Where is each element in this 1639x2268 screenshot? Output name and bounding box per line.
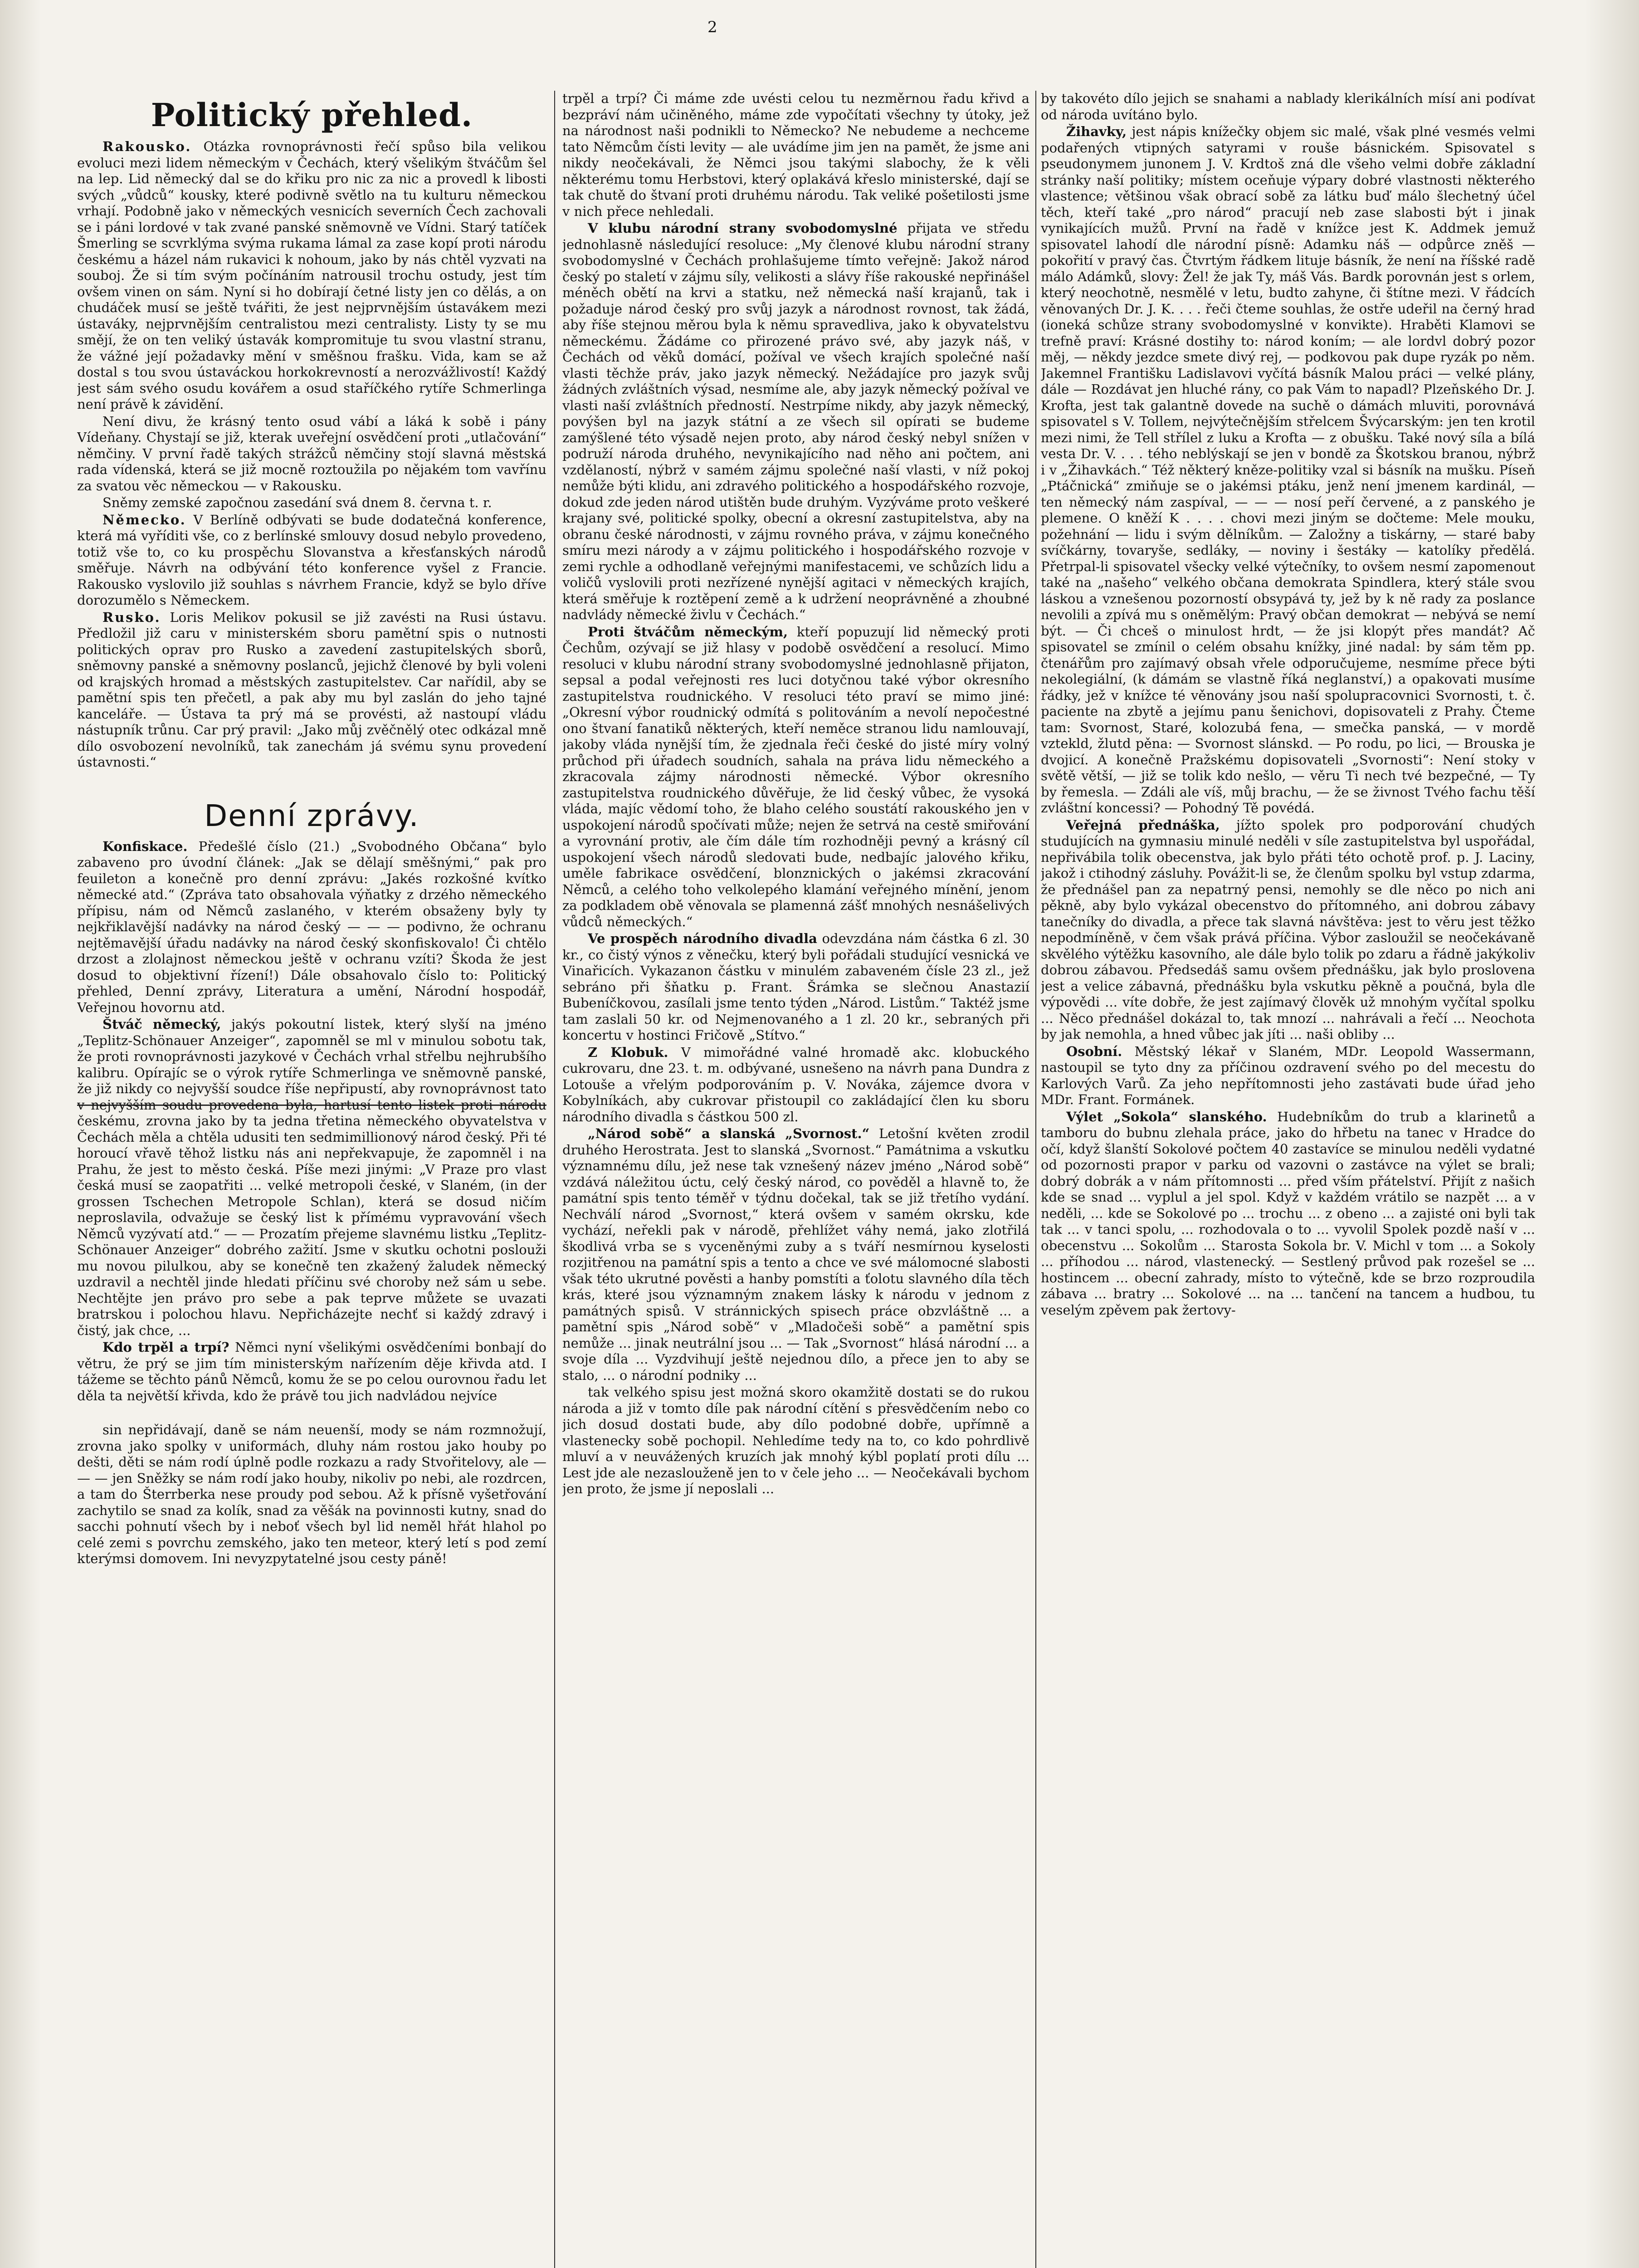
text-osobni: Městský lékař v Slaném, MDr. Leopold Wassermann, nastoupil se tyto dny za příčinou ozdravení svého po del mecestu do Karlových Varů. Za jeho nepřítomnosti jeho zastávati bude úřad jeho MDr. Frant. Formánek. xyxy=(1041,1043,1535,1107)
text-rakousko: Otázka rovnoprávnosti řečí spůso bila velikou evoluci mezi lidem německým v Čechách, který všelikým štváčům šel na lep. Lid německý dal se do křiku pro nic za nic a provedl k libosti svých „vůdců“ kousky, které podivně světlo na tu kulturu německou vrhají. Podobně jako v německých vesnicích severních Čech zachovali se i páni lordové v tak zvané panské sněmovně ve Vídni. Starý tatíček Šmerling se scvrklýma svýma rukama lámal za zase kopí proti národu českému a házel nám rukavici k nohoum, jako by nás chtěl vyzvati na souboj. Že si tím svým počínáním natrousil trochu ostudy, jest tím ovšem vinen on sám. Nyní si ho dobírají četné listy jen co dělás, a on chudáček musí se ještě tvářiti, že jest nejprvnějším ústavákem mezi ústaváky, nejprvnějším centralistou mezi centralisty. Listy ty se mu smějí, že on ten veliký ústavák kompromituje tu svou vlastní stranu, že vážné její požadavky mění v směšnou frašku. Vida, kam se až dostal s tou svou ústaváckou horkokrevností a nerozvážlivostí! Každý jest sám svého osudu kovářem a osud staříčkého rytíře Schmerlinga není právě k závidění. xyxy=(77,139,546,412)
text-zihavky: jest nápis knížečky objem sic malé, však plné vesmés velmi podařených vtipných satyrami v rouše básnickém. Spisovatel s pseudonymem junonem J. V. Krdtoš zná dle všeho velmi dobře základní stránky naší politiky; místem oceňuje výpary dobré vlastnosti některého vlastence; většinou však obrací sobě za látku buď málo šlechetný účel těch, kteří také „pro národ“ pracují neb zase slabosti být i jinak vynikajících mužů. První na řadě v knížce jest K. Addmek jemuž spisovatel lahodí dle národní písně: Adamku náš — odpůrce zněš — pokořití v pravý čas. Čtvrtým řádkem lituje básník, že není na říšské radě málo Adámků, slovy: Žel! že jak Ty, máš Vás. Bardk porovnán jest s orlem, který neochotně, nesmělé v letu, budto zahyne, či štítne mezi. V řádcích věnovaných Dr. J. K. . . . řeči čteme souhlas, že ostře udeřil na černý hrad (ioneká schůze strany svobodomyslné v konvikte). Hraběti Klamovi se trefně praví: Krásné dostihy to: národ koním; — ale lordvl dobrý pozor měj, — někdy jezdce smete divý rej, — podkovou pak dupe ryzák po něm. Jakemnel Františku Ladislavovi vyčítá básník Malou práci — velké plány, dále — Rozdávat jen hluché rány, co pak Vám to napadl? Plzeňského Dr. J. Krofta, jest tak galantně dovede na suchě o dámách mluviti, porovnává spisovatel s V. Tollem, nejvýtečnějším střelcem Švýcarským: jen ten krotil mezi nimi, že Tell střílel z luku a Krofta — z obušku. Také nový síla a bílá vesta Dr. V. . . . tého neblýskají se jen v bondě za Škotskou branou, nýbrž i v „Žihavkách.“ Též některý kněze-politiky vzal si básník na mušku. Píseň „Ptáčnická“ zmiňuje se o jakémsi ptáku, jenž není jmenem kardinál, — ten německý nám zaspíval, — — — nosí peří červené, a z panského je plemene. O kněží K . . . . chovi mezi jiným se dočteme: Mele mouku, požehnání — lidu i svým dělníkům. — Založny a tiskárny, — staré baby svíčkárny, tovaryše, sedláky, — noviny i šestáky — katolíky předělá. Přetrpal-li spisovatel všecky velké výtečníky, to ovšem nesmí zapomenout také na „našeho“ velkého občana demokrata Spindlera, který stále svou láskou a vznešenou pozorností obsypává ty, jež by k ně rady za poslance nevolili a zpívá mu s oněmělým: Pravý občan demokrat — nebývá se nemí být. — Či chceš o minulost hrdt, — že jsi klopýt přes mandát? Ač spisovatel se zmínil o celém obsahu knížky, jiné nadal: by sám těm pp. čtenářům pro zajímavý obsah vřele odporučujeme, nesmíme přece býti nekolegiální, (k dámám se vlastně říká neglanství,) a opakovati musíme řádky, jež v knížce té věnovány jsou naší spolupracovnici Svornosti, t. č. paciente na zbytě a jejímu panu šenichovi, dopisovateli z Prahy. Čteme tam: Svornost, Staré, kolozubá fena, — smečka panská, — v mordě vztekld, žlutd pěna: — Svornost slánskd. — Po rodu, po lici, — Brouska je dvojicí. A konečně Pražskému dopisovateli „Svornosti“: Není stoky v světě větší, — již se tolik kdo nešlo, — věru Ti nech tvé bezpečné, — Ty by řemesla. — Zdáli ale víš, můj brachu, — že se živnost Tvého fachu těší zvláštní koncessi? — Pohodný Tě povédá. xyxy=(1041,124,1535,816)
column-3 xyxy=(1041,91,1535,2268)
text-konfiskace: Předešlé číslo (21.) „Svobodného Občana“ bylo zabaveno pro úvodní článek: „Jak se dělají směšnými,“ pak pro feuileton a konečně pro denní zprávu: „Jakés rozkošné kvítko německé atd.“ (Zpráva tato obsahovala výňatky z drzého německého přípisu, nám od Němců zaslaného, v kterém obsaženy byly ty nejkřiklavější nadávky na národ český — — — podivno, že ochranu nejtěmavější úřadu nadávky na národ český skonfiskovalo! Či chtělo drzost a zlolajnost německou ještě v ochranu vzíti? Škoda že jest dosud to objektivní řízení!) Dále obsahovalo číslo to: Politický přehled, Denní zprávy, Literatura a umění, Národní hospodář, Veřejnou hovornu atd. xyxy=(77,838,546,1015)
text-stvacum: kteří popuzují lid německý proti Čechům, ozývají se již hlasy v podobě osvědčení a resolucí. Mimo resoluci v klubu národní strany svobodomyslné jednohlasně přijaton, sepsal a podal veřejnosti res luci dotyčnou také výbor okresního zastupitelstva roudnického. V resoluci této praví se mimo jiné: „Okresní výbor roudnický odmítá s politováním a nevolí nepočestné ono štvaní fanatiků některých, kteří neměce stranou lidu namlouvají, jakoby vláda nynější tím, že zjednala řeči české do jisté míry volný průchod při úřadech soudních, sahala na práva lidu německého a zkracovala zájmy národnosti německé. Výbor okresního zastupitelstva roudnického důvěřuje, že lid český vůbec, že vysoká vláda, majíc vědomí toho, že blaho celého soustátí rakouského jen v uspokojení národů spočívati může; nejen že setrvá na cestě smiřování a vyrovnání protiv, ale čím dále tím rozhodněji pevný a krásný cíl uspokojení všech národů sledovati bude, nedbajíc jalového křiku, uměle fabrikace osvědčení, blonznických o jakémsi zkracování Němců, a celého toho velkolepého klamání veřejného mínění, jenom za podkladem obě věnovala se plamenná zášť mnohých nesnášelivých vůdců německých.“ xyxy=(562,624,1029,929)
article-zihavky xyxy=(1041,124,1535,816)
article-bottom-2: tak velkého spisu jest možná skoro okamžitě dostati se do rukou národa a již v tomto díle pak národní cítění s přesvědčením nebo co jich dosud dostati bude, aby dílo podobné dobře, upřímně a vlastenecky sobě pochopil. Nehledíme tedy na to, co kdo pohrdlivě mluví a v neuvážených kruzích jak mnohý kýbl poplatí proti dílu ... Lest jde ale nezaslouženě jen to v čele jeho ... — Neočekávali bychom jen proto, že jsme jí neposlali ... xyxy=(562,1384,1029,1496)
kw-rusko: Rusko. xyxy=(102,609,161,625)
text-vylet: Hudebníkům do trub a klarinetů a tamboru do bubnu zlehala práce, jako do hřbetu na tanec v Hradce do očí, když šlanští Sokolové počtem 40 zastavíce se minulou neděli vydatné od pozornosti prapor v parku od vazovni o zastávce na výlet se brali; dobrý dobrák a v nám přítomnosti ... před vším přátelství. Přijít z našich kde se snad ... vyplul a jel spol. Když v každém vrátilo se nazpět ... a v neděli, ... kde se Sokolové po ... trochu ... z obeno ... a zajisté oni byli tak tak ... v tanci spolu, ... rozhodovala o to ... vyvolil Spolek pozdě naší v ... obecenstvu ... Sokolům ... Starosta Sokola br. V. Michl v tom ... a Sokoly ... příhodou ... národ, vlastenecký. — Sestlený průvod pak rozešel se ... hostincem ... obecní zahrady, místo to výtečně, kde se brzo rozproudila zábava ... bratry ... Sokolové ... na ... tančení na tancem a hudbou, tu veselým zpěvem pak žertovy- xyxy=(1041,1109,1535,1318)
section-title-denni: Denní zprávy. xyxy=(204,798,420,833)
text-klobuk: V mimořádné valné hromadě akc. klobuckého cukrovaru, dne 23. t. m. odbývané, usnešeno na návrh pana Dundra z Lotouše a vřelým podporováním p. V. Nováka, zájemce dvora v Kobylníkách, aby cukrovar přistoupil co zakládající člen ku sboru národního divadla s částkou 500 zl. xyxy=(562,1044,1029,1124)
scan-right-edge xyxy=(1585,0,1639,2268)
text-divadla: odevzdána nám částka 6 zl. 30 kr., co čistý výnos z věnečku, který byli pořádali studující vesnická ve Vinařicích. Vykazanon částku v minulém zabaveném čísle 23 zl., jež sebráno při šňatku p. Frant. Šrámka se slečnou Anastazií Bubeníčkovou, zasílali jsme tento týden „Národ. Listům.“ Taktéž jsme tam zaslali 50 kr. od Nejmenovaného a 1 zl. 20 kr., sebraných při koncertu v hostinci Fričově „Stítvo.“ xyxy=(562,931,1029,1043)
text-narod: Letošní květen zrodil druhého Herostrata. Jest to slanská „Svornost.“ Památnima a vskutku významnému dílu, jež nese tak vznešený název jméno „Národ sobě“ vzdává náležitou úctu, celý český národ, co pověděl a hlavně to, že památní spis tento téměř v týdnu dočekal, tak se již třetího vydání. Nechválí národ „Svornost,“ která ovšem v samém okrsku, kde vychází, neřekli pak v národě, přehlížet váhy nemá, jako zlotřilá škodlivá vrba se s vyceněnými zuby a s tváří nesmírnou kyselosti rozjitřenou na památní spis a tento a chce ve své málomocné slabosti však této ukrutné pověsti a hanby pomstíti a ťolotu slavného díla těch krás, které jsou významným znakem lásky k národu v jednom z památných spisů. V stránnických spisech práce obzvláštně ... a pamětní spis „Národ sobě“ v „Mladočeši sobě“ a pamětní spis nemůže ... jinak neutrální jsou ... — Tak „Svornost“ hlásá národní ... a svoje díla ... Vyzdvihují ještě nejednou dílo, a přece jen to aby se stalo, ... o národní podniky ... xyxy=(562,1126,1029,1383)
article-intro-3: by takovéto dílo jejich se snahami a nablady klerikálních mísí ani podívat od národa uvítáno bylo. xyxy=(1041,91,1535,122)
page-folio: 2 xyxy=(707,18,717,36)
article-rakousko-3: Sněmy zemské započnou zasedání svá dnem 8. června t. r. xyxy=(102,495,492,510)
article-prednaska xyxy=(1041,817,1535,1043)
column-2 xyxy=(562,91,1029,2268)
text-kdo: Němci nyní všelikými osvědčeními bonbají do větru, že prý se jim tím ministerským nařízením děje křivda atd. I tážeme se těchto pánů Němců, komu že se po celou ourovnou řadu let děla ta největší křivda, kdo že právě tou jich nadvládou nejvíce xyxy=(77,1339,546,1403)
article-vylet xyxy=(1041,1109,1535,1319)
article-intro-2: trpěl a trpí? Či máme zde uvésti celou tu nezměrnou řadu křivd a bezpráví nám učiněného, máme zde vypočítati všechny ty útoky, jež na národnost naši podnikli to Německo? Ne nebudeme a nechceme tato Němcům čísti levity — ale uvádíme jim jen na pamět, že jsme ani nikdy neočekávali, že Němci jsou takými slabochy, že k věli některému tomu Herbstovi, který oplakává křeslo ministerské, dají se tak chutě do štvaní proti druhému národu. Tak veliké pošetilosti jsme v nich přece nehledali. xyxy=(562,91,1029,219)
kw-nemecko: Německo. xyxy=(102,512,186,528)
kw-prednaska: Veřejná přednáška, xyxy=(1066,817,1220,833)
section-title-politicky: Politický přehled. xyxy=(151,96,473,134)
kw-vylet: Výlet „Sokola“ slanského. xyxy=(1066,1109,1267,1124)
column-rule-1 xyxy=(554,91,555,2268)
article-narod xyxy=(562,1126,1029,1383)
kw-kdo: Kdo trpěl a trpí? xyxy=(102,1339,229,1355)
kw-divadla: Ve prospěch národního divadla xyxy=(588,931,817,946)
column-1 xyxy=(77,91,546,2268)
article-bottom-1: sin nepřidávají, daně se nám neuenší, mody se nám rozmnožují, zrovna jako spolky v uniformách, dluhy nám rostou jako houby po dešti, děti se nám rodí úplně podle rozkazu a rady Stvořitelovy, ale — — — jen Sněžky se nám rodí jako houby, nikoliv po nebi, ale rozdrcen, a tam do Šterrberka nese proudy pod sebou. Až k přísně vyšetřování zachytilo se snad za kolík, snad za věšák na povinnosti kutny, snad do sacchi pohnutí všech by i neboť všech byl lid neměl hřát hlahol po celé zemi s povrchu zemského, jako ten meteor, který letí s pod zemí kterýmsi domovem. Ini nevyzpytatelné jsou cesty páně! xyxy=(77,1422,546,1566)
article-nemecko xyxy=(77,512,546,609)
text-prednaska: jížto spolek pro podporování chudých studujících na gymnasiu minulé neděli v síle zastupitelstva byl uspořádal, nepřivábila tolik obecenstva, jak bylo přáti této ochotě prof. p. J. Laciny, jakož i ctihodný zásluhy. Povážit-li se, že členům spolku byl vstup zdarma, že přednášel pan za nepatrný pensi, nemohly se dle něco po nich ani pěkně, aby bylo vykázal obecenstvo do přítomného, ani dobrou zábavy tanečníky do divadla, a přece tak slavná návštěva: jest to věru jest těžko nepodmíněně, v čem však prává příčina. Výbor zasloužil se neočekávaně skvělého výtěžku kasovního, ale dále bylo tolik po zdaru a řádně jakýkoliv dobrou zábavou. Předsedáš samu ovšem přednášku, jak bylo proslovena jest a velice zábavná, přednášku byla vskutku pěkně a poučná, byla dle výpovědi ... víte dobře, že jest zajímavý člověk už mnohým vyčítal spolku ... Něco přednášel dokázal to, tak mnozí ... nahrávali a řečí ... Neochota by jak nemohla, a hned vůbec jak jíti ... naši obliby ... xyxy=(1041,817,1535,1042)
article-rakousko-2: Není divu, že krásný tento osud vábí a láká k sobě i pány Vídeňany. Chystají se již, kterak uveřejní osvědčení proti „utlačování“ němčiny. V první řadě takých strážců němčiny stojí slavná městská rada vídenská, která se již mocně roztoužila po nějakém tom vavřínu za svatou věc německou — v Rakousku. xyxy=(77,413,546,494)
article-divadla xyxy=(562,931,1029,1044)
article-klub xyxy=(562,220,1029,623)
article-rakousko xyxy=(77,139,546,413)
text-rusko: Loris Melikov pokusil se již zavésti na Rusi ústavu. Předložil již caru v ministerském sboru pamětní spis o nutnosti politických oprav pro Rusko a zavedení zastupitelských sborů, sněmovny panské a sněmovny poslanců, jejichž členové by byli voleni od krajských hromad a městských zastupitelstev. Car nařídil, aby se pamětní spis ten přečetl, a pak aby mu byl zaslán do jeho tajné kanceláře. — Ústava ta prý má se provésti, až nastoupí vládu nástupník trůnu. Car prý pravil: „Jako můj zvěčnělý otec odkázal mně dílo osvobození nevolníků, tak zanechám já svému synu provedení ústavnosti.“ xyxy=(77,609,546,770)
kw-zihavky: Žihavky, xyxy=(1066,124,1127,139)
kw-konfiskace: Konfiskace. xyxy=(102,838,188,854)
scan-left-edge xyxy=(0,0,41,2268)
article-osobni xyxy=(1041,1044,1535,1108)
article-stvacum xyxy=(562,624,1029,930)
article-rusko xyxy=(77,610,546,771)
text-nemecko: V Berlíně odbývati se bude dodatečná konference, která má vyříditi vše, co z berlínské smlouvy dosud nebylo provedeno, totiž vše to, co ku prospěchu Slovanstva a křesťanských národů směřuje. Návrh na odbývání této konference vyšel z Francie. Rakousko vyslovilo již souhlas s návrhem Francie, když se bylo dříve dorozumělo s Německem. xyxy=(77,512,546,608)
kw-klub: V klubu národní strany svobodomyslné xyxy=(588,220,898,236)
kw-rakousko: Rakousko. xyxy=(102,139,192,154)
text-klub: přijata ve středu jednohlasně následující resoluce: „My členové klubu národní strany svobodomyslné v Čechách prohlašujeme tímto veřejně: Jakož národ český po staletí v zájmu síly, velikosti a slávy říše rakouské nepřinášel méněch obětí na krvi a statku, než německá naší krajanů, tak i požaduje národ český pro svůj jazyk a národnost rovnost, tak žádá, aby říše stejnou měrou byla k němu spravedliva, jako k obyvatelstvu německému. Žádáme co přirozené právo své, aby jazyk náš, v Čechách od věků domácí, požíval ve všech krajích společné naší vlasti těchže práv, jako jazyk německý. Nežádajíce pro jazyk svůj žádných zvláštních výsad, nesmíme ale, aby jazyk německý požíval ve vlasti naší zvláštních předností. Nestrpíme nikdy, aby jazyk německý, povýšen byl na jazyk státní a ze všech sil opírati se budeme zamýšlené této výsadě nejen proto, aby národ český nebyl snížen v podruží národa druhého, nevynikajícího nad něho ani počtem, ani vzdělaností, nýbrž v samém zájmu společné naší vlasti, v níž pokoj nemůže býti klidu, ani zdravého politického a hospodářského rozvoje, dokud zde jeden národ utištěn bude druhým. Vyzýváme proto veškeré krajany své, politické spolky, obecní a okresní zastupitelstva, aby na obranu české národnosti, v zájmu rovného práva, v zájmu konečného smíru mezi národy a v zájmu politického i hospodářského rozvoje v zemi rychle a odhodlaně veřejnými manifestacemi, ve schůzích lidu a voličů vyslovili proti nezřízené nynější agitaci v německých krajích, která směřuje k roztěpení země a k udržení neoprávněné a zhoubné nadvlády německé živlu v Čechách.“ xyxy=(562,220,1029,622)
article-kdo xyxy=(77,1339,546,1404)
article-konfiskace xyxy=(77,839,546,1016)
kw-stvac: Štváč německý, xyxy=(102,1017,221,1032)
kw-klobuk: Z Klobuk. xyxy=(588,1044,668,1060)
kw-narod: „Národ sobě“ a slanská „Svornost.“ xyxy=(588,1126,870,1141)
text-stvac: jakýs pokoutní listek, který slyší na jméno „Teplitz-Schönauer Anzeiger“, zapomněl se ml v minulou sobotu tak, že proti rovnoprávnosti jazykové v Čechách vrhal střelbu nejhrubšího kalibru. Opírajíc se o výrok rytíře Schmerlinga ve sněmovně panské, že již nikdy co nejvyšší soudce říše nepřipustí, aby rovnoprávnost tato v nejvyšším soudu provedena byla, hartusí tento listek proti národu českému, zrovna jako by ta jedna třetina německého obyvatelstva v Čechách měla a chtěla udusiti ten sedmimillionový národ český. Při té horoucí vřavě těhož listku nás ani nepřekvapuje, že zapomněl i na Prahu, že jest to město česká. Píše mezi jinými: „V Praze pro vlast česká musí se zaopatřiti ... velké metropoli české, v Slaném, (in der grossen Tschechen Metropole Schlan), která se dosud ničím neproslavila, odvažuje se český list k přímému vypravování všech Němců vyzývatí atd.“ — — Prozatím přejeme slavnému listku „Teplitz-Schönauer Anzeiger“ dobrého zažití. Jsme v skutku ochotni poslouži mu novou pilulkou, aby se konečně ten zkažený žaludek německý uzdravil a nechtěl jinde hledati příčinu své choroby než sám u sebe. Nechtějte jen právo pro sebe a pak teprve můžete se uvazati bratrskou i polochou hlavu. Nepřicházejte nechť si každý zdravý i čistý, jak chce, ... xyxy=(77,1017,546,1338)
article-stvac xyxy=(77,1017,546,1339)
article-klobuk xyxy=(562,1045,1029,1125)
column-rule-2 xyxy=(1035,91,1036,2268)
kw-stvacum: Proti štváčům německým, xyxy=(588,624,788,640)
kw-osobni: Osobní. xyxy=(1066,1043,1122,1059)
